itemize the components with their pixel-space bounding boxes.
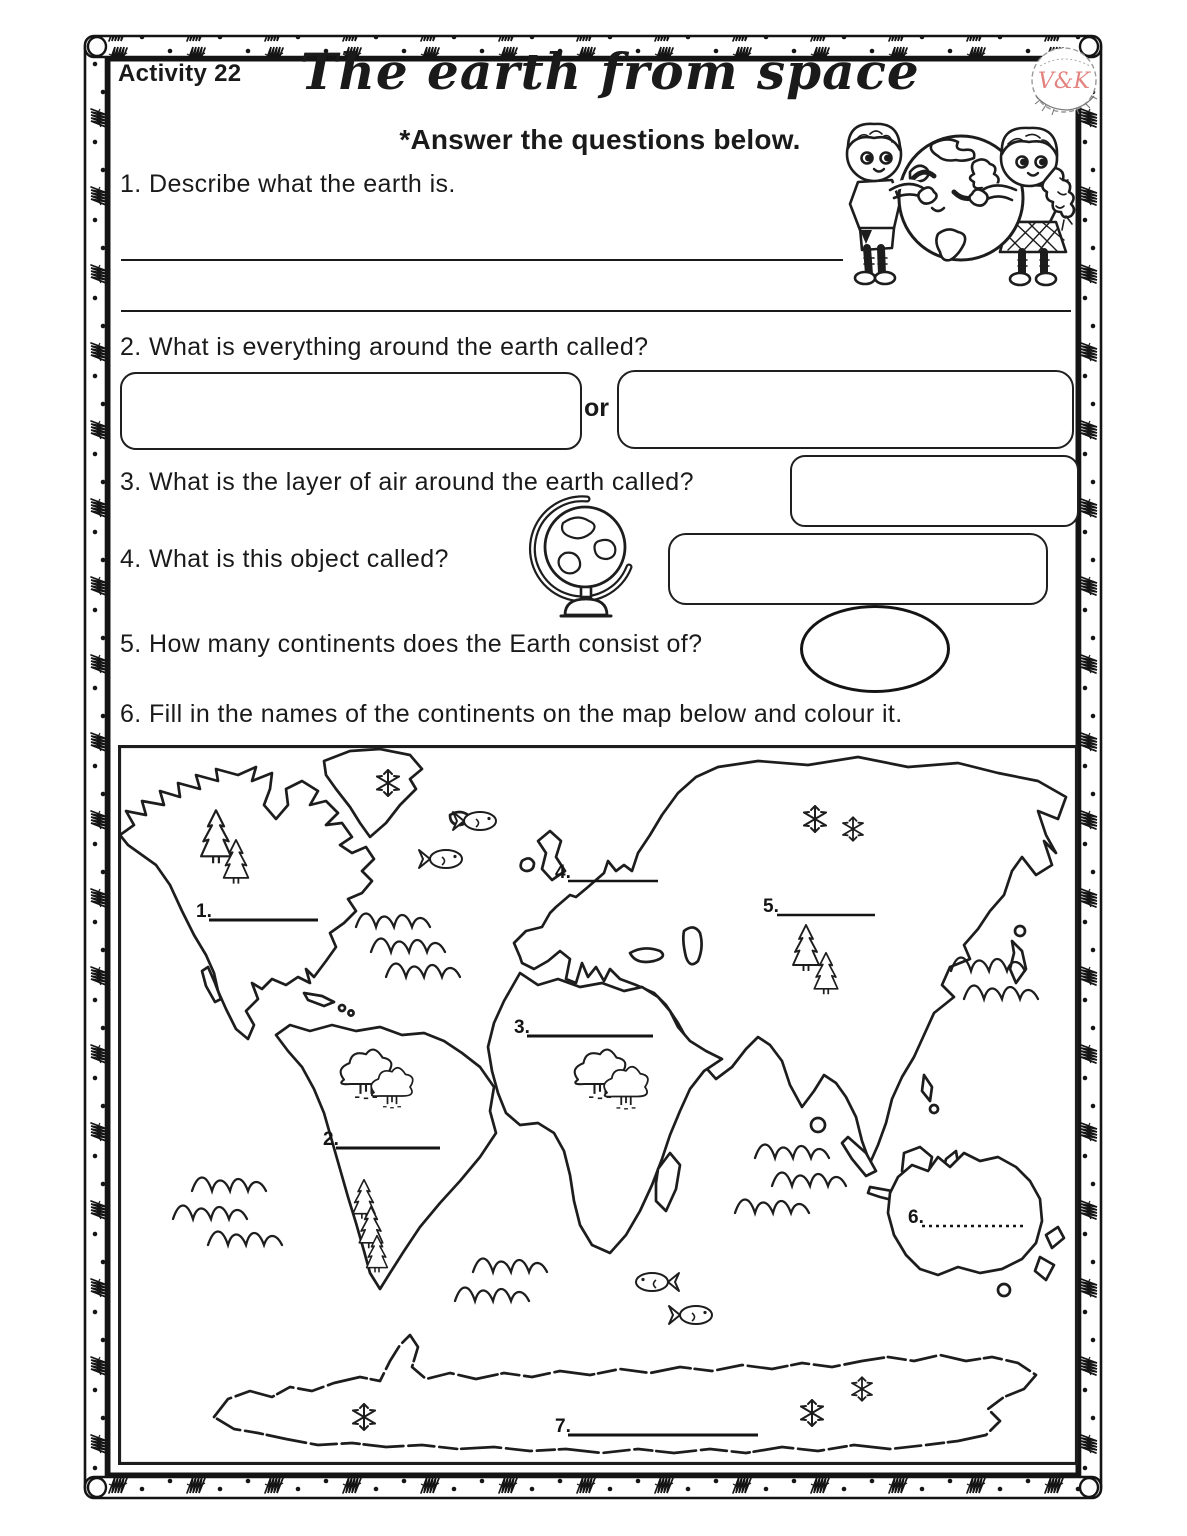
svg-text:3.: 3. — [514, 1017, 530, 1038]
subtitle: *Answer the questions below. — [399, 124, 801, 155]
answer-line-2[interactable] — [121, 310, 1071, 312]
question-5: 5. How many continents does the Earth consist of? — [120, 630, 703, 658]
question-2: 2. What is everything around the earth called? — [120, 333, 649, 361]
svg-text:4.: 4. — [555, 862, 571, 883]
question-6: 6. Fill in the names of the continents on the map below and colour it. — [120, 700, 903, 728]
answer-box-q4[interactable] — [668, 533, 1048, 605]
svg-text:6.: 6. — [908, 1207, 924, 1228]
svg-text:1.: 1. — [196, 901, 212, 922]
answer-line-1[interactable] — [121, 259, 843, 261]
globe-illustration — [525, 495, 637, 623]
question-1: 1. Describe what the earth is. — [120, 170, 456, 198]
answer-box-q2-a[interactable] — [120, 372, 582, 450]
answer-oval-q5[interactable] — [800, 605, 950, 693]
svg-text:2.: 2. — [323, 1129, 339, 1150]
question-3: 3. What is the layer of air around the earth called? — [120, 468, 694, 496]
svg-text:7.: 7. — [555, 1416, 571, 1437]
question-4: 4. What is this object called? — [120, 545, 449, 573]
svg-text:5.: 5. — [763, 896, 779, 917]
or-connector: or — [584, 394, 609, 422]
kids-hugging-earth-illustration — [836, 106, 1082, 288]
world-map[interactable] — [118, 745, 1078, 1465]
activity-label: Activity 22 — [118, 60, 242, 87]
logo-text: V&K — [1038, 69, 1090, 94]
answer-box-q3[interactable] — [790, 455, 1079, 527]
answer-box-q2-b[interactable] — [617, 370, 1074, 449]
page-title: The earth from space — [300, 42, 920, 101]
